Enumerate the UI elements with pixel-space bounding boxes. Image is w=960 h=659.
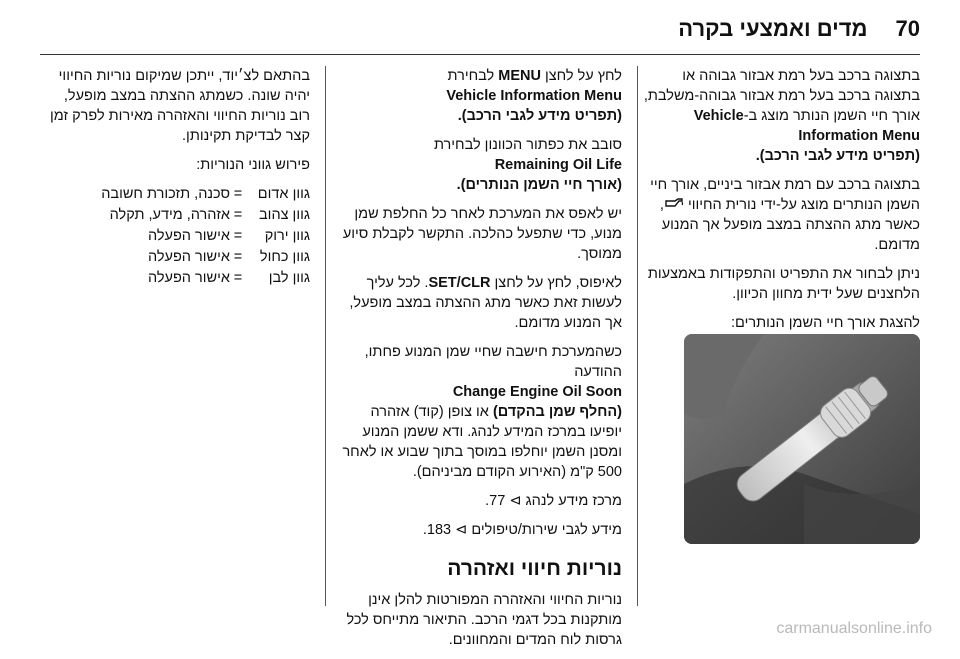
left-column [40, 66, 310, 289]
list-item: גוון ירוק = אישור הפעלה [147, 228, 310, 244]
column-divider-right [637, 66, 638, 606]
paragraph: ניתן לבחור את התפריט והתפקודות באמצעות הלחצנים שעל ידית מחוון הכיוון. [647, 266, 920, 303]
section-heading: נוריות חיווי ואזהרה [447, 557, 622, 580]
column-divider-left [325, 66, 326, 606]
set-clr-button-label: SET/CLR [428, 275, 491, 291]
paragraph: בתצוגה ברכב בעל רמת אבזור גבוהה או בתצוגה ברכב בעל רמת אבזור גבוהה-משלבת, אורך חיי השמן הנותר מוצג ב-Vehicle Information Menu (תפריט מידע לגבי הרכב). [643, 68, 920, 164]
paragraph: יש לאפס את המערכת לאחר כל החלפת שמן מנוע, כדי שתפעל כהלכה. התקשר לקבלת סיוע ממוסך. [342, 206, 622, 262]
list-item: גוון כחול = אישור הפעלה [147, 249, 310, 265]
list-item: גוון צהוב = אזהרה, מידע, תקלה [109, 207, 310, 223]
header-divider [40, 54, 920, 55]
paragraph: כשהמערכת חישבה שחיי שמן המנוע פחתו, ההודעה Change Engine Oil Soon (החלף שמן בהקדם) או צופן (קוד) אזהרה יופיעו במרכז המידע לנהג. ודא ששמן המנוע ומסנן השמן יוחלפו במוסך בתוך שבוע או לאחר 500 ק"מ (האירוע הקודם מביניהם). [342, 344, 622, 480]
light-color-legend [40, 184, 310, 289]
page-number: 70 [895, 16, 920, 41]
cross-reference[interactable]: מרכז מידע לנהג ⊳ 77. [485, 493, 622, 509]
paragraph: נוריות החיווי והאזהרה המפורטות להלן אינן מותקנות בכל דגמי הרכב. התיאור מתייחס לכל גרסות לוח המדים והמחוונים. [346, 592, 622, 648]
watermark: carmanualsonline.info [776, 620, 932, 637]
reference-arrow-icon: ⊳ [455, 522, 468, 538]
paragraph: להצגת אורך חיי השמן הנותרים: [731, 315, 920, 332]
paragraph: סובב את כפתור הכוונון לבחירת Remaining Oil Life (אורך חיי השמן הנותרים). [433, 137, 622, 193]
paragraph: לאיפוס, לחץ על לחצן SET/CLR. לכל עליך לעשות זאת כאשר מתג ההצתה במצב מופעל, אך המנוע מדומם. [349, 275, 622, 331]
middle-column [338, 66, 622, 659]
paragraph: לחץ על לחצן MENU לבחירת Vehicle Information Menu (תפריט מידע לגבי הרכב). [446, 68, 622, 124]
right-column [640, 66, 920, 342]
list-item: גוון אדום = סכנה, תזכורת חשובה [101, 186, 310, 202]
list-item: גוון לבן = אישור הפעלה [147, 270, 310, 286]
cross-reference[interactable]: מידע לגבי שירות/טיפולים ⊳ 183. [422, 522, 622, 538]
paragraph: בתצוגה ברכב עם רמת אבזור ביניים, אורך חיי השמן הנותרים מוצג על-ידי נורית החיווי , כאשר מתג ההצתה במצב מופעל אך המנוע מדומם. [650, 177, 920, 254]
oil-can-icon [664, 195, 684, 215]
paragraph: בהתאם לצ׳יוד, ייתכן שמיקום נוריות החיווי יהיה שונה. כשמתג ההצתה במצב מופעל, רוב נוריות החיווי והאזהרה מאירות לפרק זמן קצר לבדיקת תקינותן. [49, 68, 310, 144]
page-header [40, 6, 920, 52]
reference-arrow-icon: ⊳ [509, 493, 522, 509]
paragraph: פירוש גווני הנוריות: [196, 157, 310, 173]
turn-signal-stalk-photo [684, 334, 920, 544]
menu-button-label: MENU [498, 68, 541, 84]
page-title: מדים ואמצעי בקרה [678, 16, 868, 41]
